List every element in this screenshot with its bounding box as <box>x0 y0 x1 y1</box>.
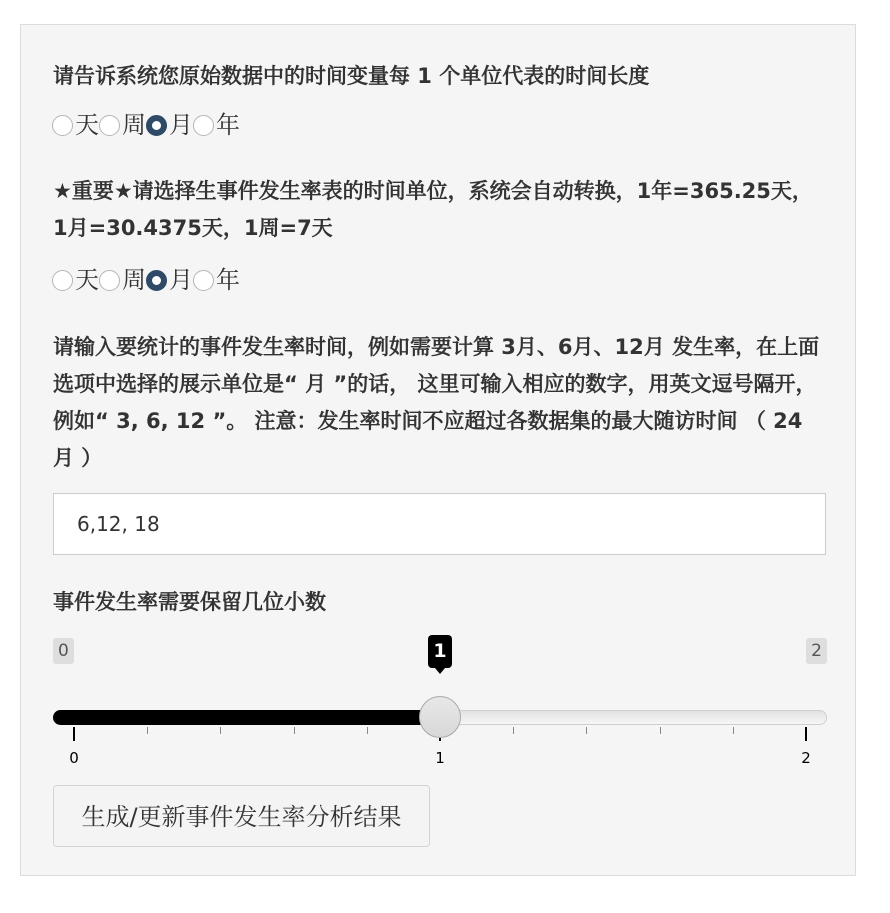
radio-option-label: 天 <box>75 111 99 139</box>
rate-times-input[interactable] <box>53 493 826 555</box>
decimals-slider[interactable] <box>53 635 827 765</box>
slider-minor-tick <box>586 727 587 734</box>
slider-minor-tick <box>367 727 368 734</box>
time-unit-option-month[interactable] <box>146 110 193 140</box>
radio-option-label: 年 <box>216 111 240 139</box>
rate-unit-option-month[interactable] <box>146 265 193 295</box>
time-unit-option-year[interactable] <box>193 110 240 140</box>
time-unit-radio-group <box>52 110 240 140</box>
time-unit-label: 请告诉系统您原始数据中的时间变量每 1 个单位代表的时间长度 <box>53 64 650 88</box>
radio-circle-icon[interactable] <box>146 270 167 291</box>
slider-value-badge: 1 <box>428 635 452 668</box>
radio-circle-icon[interactable] <box>99 270 120 291</box>
slider-tick-label: 1 <box>435 749 445 767</box>
radio-circle-icon[interactable] <box>52 270 73 291</box>
rate-unit-label: ★重要★请选择生事件发生率表的时间单位，系统会自动转换，1年=365.25天，1月=30.4375天，1周=7天 <box>53 179 813 240</box>
radio-option-label: 年 <box>216 266 240 294</box>
radio-option-label: 周 <box>122 266 146 294</box>
rate-unit-radio-group <box>52 265 240 295</box>
slider-min-label: 0 <box>53 638 74 664</box>
time-unit-option-week[interactable] <box>99 110 146 140</box>
rate-unit-option-day[interactable] <box>52 265 99 295</box>
slider-tick-label: 2 <box>801 749 811 767</box>
slider-major-tick <box>73 727 75 741</box>
slider-tick-label: 0 <box>69 749 79 767</box>
slider-max-label: 2 <box>806 638 827 664</box>
slider-minor-tick <box>513 727 514 734</box>
radio-option-label: 月 <box>169 111 193 139</box>
slider-minor-tick <box>733 727 734 734</box>
slider-handle[interactable] <box>419 696 461 738</box>
generate-results-button[interactable]: 生成/更新事件发生率分析结果 <box>53 785 430 847</box>
radio-circle-icon[interactable] <box>146 115 167 136</box>
radio-option-label: 周 <box>122 111 146 139</box>
time-unit-option-day[interactable] <box>52 110 99 140</box>
slider-minor-tick <box>294 727 295 734</box>
slider-fill <box>53 710 440 725</box>
slider-minor-tick <box>147 727 148 734</box>
decimals-label: 事件发生率需要保留几位小数 <box>53 590 326 614</box>
radio-circle-icon[interactable] <box>193 115 214 136</box>
rate-unit-option-week[interactable] <box>99 265 146 295</box>
radio-circle-icon[interactable] <box>193 270 214 291</box>
radio-option-label: 天 <box>75 266 99 294</box>
rate-unit-option-year[interactable] <box>193 265 240 295</box>
radio-circle-icon[interactable] <box>52 115 73 136</box>
radio-option-label: 月 <box>169 266 193 294</box>
radio-circle-icon[interactable] <box>99 115 120 136</box>
slider-minor-tick <box>220 727 221 734</box>
slider-major-tick <box>805 727 807 741</box>
slider-minor-tick <box>660 727 661 734</box>
rate-times-label: 请输入要统计的事件发生率时间，例如需要计算 3月、6月、12月 发生率，在上面选项中选择的展示单位是“ 月 ”的话， 这里可输入相应的数字，用英文逗号隔开，例如“ 3, 6, 12 ”。 注意：发生率时间不应超过各数据集的最大随访时间 （ 24 月 ） <box>53 335 820 470</box>
input-panel <box>20 24 856 876</box>
